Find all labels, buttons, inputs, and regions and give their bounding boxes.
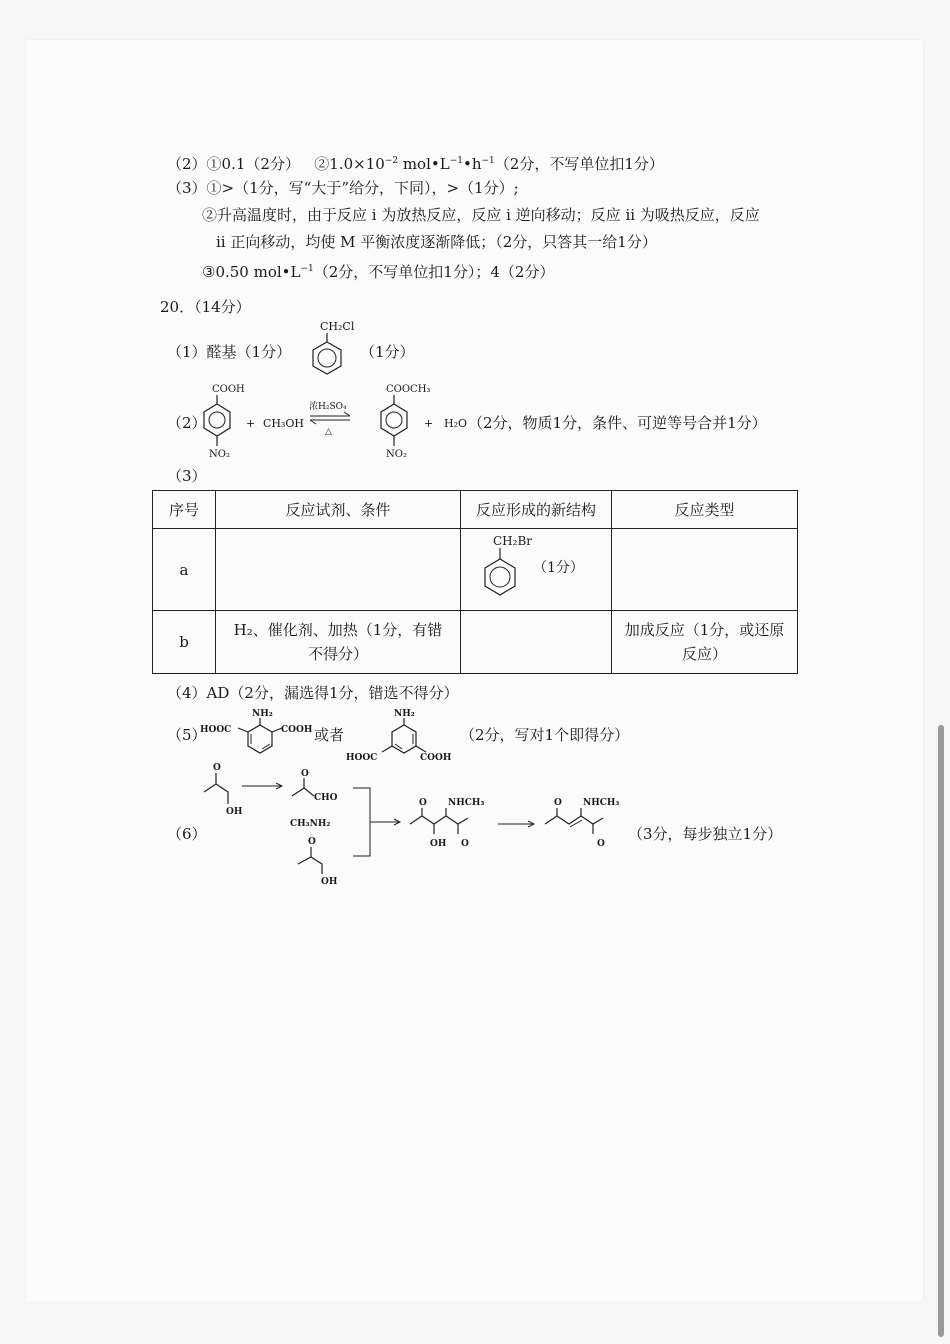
q19-part3-3-value: ③0.50 mol•L — [202, 263, 301, 281]
methanol-label: CH₃OH — [263, 417, 305, 430]
q20-p2-label: （2） — [167, 414, 207, 432]
s2-hooc: HOOC — [346, 753, 378, 763]
row-a-reagent — [216, 529, 461, 611]
q20-p5-or: 或者 — [314, 726, 345, 744]
q19-part2-num: （2） — [167, 155, 207, 173]
header-index: 序号 — [153, 491, 216, 529]
q20-p3-label: （3） — [167, 467, 207, 485]
q19-part2-b-unit: mol•L — [398, 155, 450, 173]
row-b-id: b — [153, 611, 216, 674]
s2-nh2: NH₂ — [394, 709, 415, 719]
o-label-5: O — [461, 839, 469, 849]
o-label-7: O — [597, 839, 605, 849]
scrollbar[interactable] — [938, 725, 944, 1337]
plus-sign: + — [246, 417, 256, 430]
o-label-1: O — [213, 763, 221, 773]
q19-part3-line1: （3）①>（1分，写“大于”给分，下同），>（1分）; — [167, 179, 519, 197]
product-no2-label: NO₂ — [386, 449, 407, 460]
q20-title: 20．（14分） — [160, 298, 251, 316]
aminoisophthalic-acid-structure — [344, 704, 464, 768]
ch2cl-label: CH₂Cl — [320, 320, 355, 333]
nhch3-label-2: NHCH₃ — [583, 798, 620, 808]
table-header-row — [153, 491, 798, 529]
condition-bottom: △ — [325, 427, 332, 437]
q19-part3-3-note: （2分，不写单位扣1分）；4（2分） — [313, 263, 555, 281]
plus-sign-2: + — [424, 417, 434, 430]
table-row — [153, 529, 798, 611]
q20-p1-label: （1）醛基（1分） — [167, 343, 292, 361]
s1-cooh: COOH — [281, 725, 313, 735]
oh-label-2: OH — [321, 877, 338, 887]
row-a-structure — [461, 529, 612, 611]
q19-part3-line3 — [202, 260, 554, 281]
aminophthalic-acid-structure — [200, 704, 320, 764]
s2-cooh: COOH — [420, 753, 452, 763]
cho-label: CHO — [314, 793, 338, 803]
cooch3-label: COOCH₃ — [386, 384, 431, 395]
q19-part2-a: ①0.1（2分） — [206, 155, 300, 173]
oh-label-3: OH — [430, 839, 447, 849]
q20-p1-score: （1分） — [360, 343, 415, 361]
s1-hooc: HOOC — [200, 725, 232, 735]
nhch3-label-1: NHCH₃ — [448, 798, 485, 808]
row-b-reagent — [216, 611, 461, 674]
q19-part3-3-exp: −1 — [300, 264, 314, 274]
reversible-arrow — [306, 398, 356, 438]
q20-p5-label: （5） — [167, 726, 207, 744]
q19-part2-b-exp: −2 — [384, 156, 399, 166]
o-label-6: O — [554, 798, 562, 808]
q19-part2-line — [167, 152, 664, 173]
q19-part2-b-exp3: −1 — [481, 156, 495, 166]
row-b-type-line2: 反应） — [681, 645, 727, 663]
q20-p2-note: （2分，物质1分，条件、可逆等号合并1分） — [468, 414, 767, 432]
row-a-id: a — [153, 529, 216, 611]
o-label-2: O — [301, 769, 309, 779]
q20-p4: （4）AD（2分，漏选得1分，错选不得分） — [167, 684, 459, 702]
row-b-type — [612, 611, 798, 674]
benzyl-bromide-structure — [475, 531, 605, 603]
ch3nh2-label: CH₃NH₂ — [290, 819, 331, 829]
q20-p5-note: （2分，写对1个即得分） — [460, 726, 630, 744]
o-label-3: O — [308, 837, 316, 847]
no2-label: NO₂ — [209, 449, 230, 460]
header-reagent: 反应试剂、条件 — [216, 491, 461, 529]
cooh-label: COOH — [212, 384, 245, 395]
q19-part3-line2a: ②升高温度时，由于反应 i 为放热反应，反应 i 逆向移动；反应 ii 为吸热反应，反应 — [202, 206, 760, 224]
row-a-structure-score: （1分） — [533, 560, 584, 576]
q19-part2-b: ②1.0×10 — [314, 155, 385, 173]
benzyl-chloride-structure — [300, 318, 360, 384]
header-structure: 反应形成的新结构 — [461, 491, 612, 529]
row-a-type — [612, 529, 798, 611]
condition-top: 浓H₂SO₄ — [309, 402, 347, 412]
row-b-structure — [461, 611, 612, 674]
q20-p6-label: （6） — [167, 825, 207, 843]
water-label: H₂O — [444, 417, 468, 430]
table-row — [153, 611, 798, 674]
row-b-type-line1: 加成反应（1分，或还原 — [624, 621, 785, 639]
ch2br-label: CH₂Br — [493, 534, 533, 548]
q19-part3-line2b: ii 正向移动，均使 M 平衡浓度逐渐降低；（2分，只答其一给1分） — [216, 233, 657, 251]
q19-part2-b-note: （2分，不写单位扣1分） — [494, 155, 664, 173]
o-label-4: O — [419, 798, 427, 808]
s1-nh2: NH₂ — [252, 709, 273, 719]
q19-part2-b-h: •h — [462, 155, 482, 173]
row-b-reagent-line2: 不得分） — [307, 645, 368, 663]
q20-p6-note: （3分，每步独立1分） — [628, 825, 783, 843]
header-type: 反应类型 — [612, 491, 798, 529]
row-b-reagent-line1: H₂、催化剂、加热（1分，有错 — [233, 621, 443, 639]
answer-table — [152, 490, 798, 674]
synthesis-route-diagram — [190, 760, 630, 890]
nitrobenzoic-acid-structure — [192, 380, 252, 465]
oh-label-1: OH — [226, 807, 243, 817]
q19-part2-b-exp2: −1 — [449, 156, 463, 166]
